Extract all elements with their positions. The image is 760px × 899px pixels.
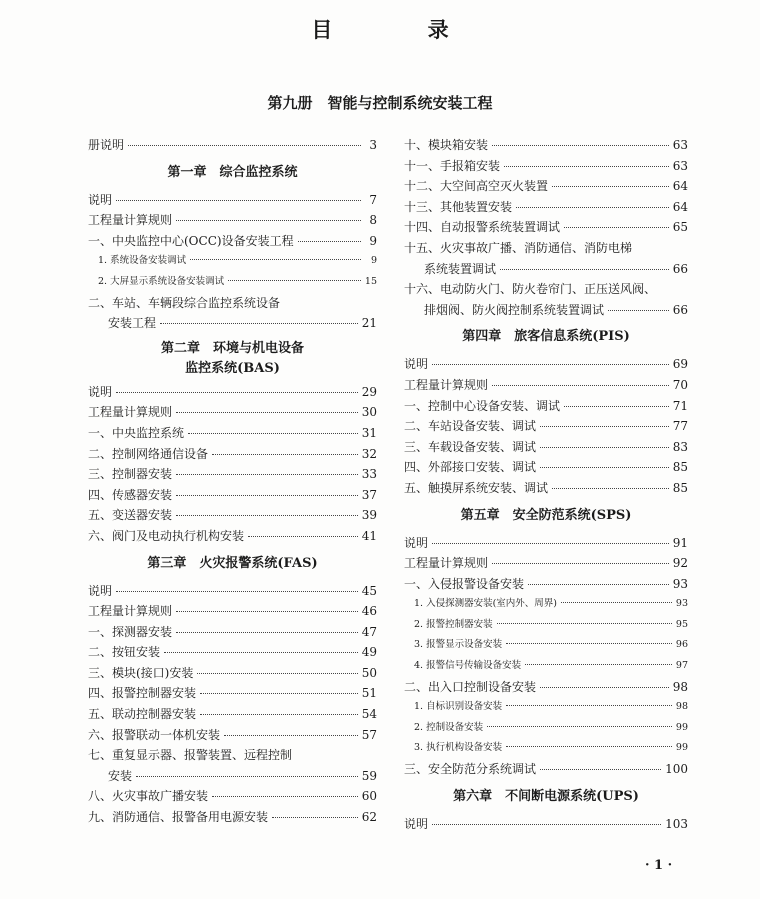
toc-entry[interactable]	[404, 376, 688, 397]
toc-entry-page: 65	[672, 220, 688, 235]
toc-entry[interactable]	[404, 595, 688, 616]
toc-entry-label: 2. 报警控制器安装	[414, 618, 493, 630]
toc-entry[interactable]	[88, 664, 377, 685]
dot-leader	[298, 241, 361, 242]
dot-leader	[176, 220, 361, 221]
toc-entry[interactable]	[88, 486, 377, 507]
page-title: 目 录	[311, 17, 493, 42]
toc-entry-page: 47	[361, 624, 377, 639]
toc-entry-label: 2. 大屏显示系统设备安装调试	[98, 275, 225, 287]
toc-entry[interactable]	[88, 403, 377, 424]
toc-entry-label: 二、按钮安装	[88, 645, 161, 660]
toc-right-column	[404, 136, 688, 835]
toc-entry-label: 3. 执行机构设备安装	[414, 742, 503, 754]
toc-entry-page: 54	[361, 707, 377, 722]
chapter-heading-line: 第六章 不间断电源系统(UPS)	[453, 788, 639, 804]
toc-entry-page: 83	[672, 439, 688, 454]
toc-entry-page: 41	[361, 528, 377, 543]
toc-entry-label: 三、控制器安装	[88, 467, 173, 482]
dot-leader	[176, 611, 358, 612]
dot-leader	[116, 200, 361, 201]
dot-leader	[212, 796, 358, 797]
toc-entry-page: 95	[675, 618, 688, 630]
dot-leader	[528, 584, 669, 585]
toc-entry-label: 十一、手报箱安装	[404, 158, 501, 173]
toc-entry[interactable]	[404, 239, 688, 260]
toc-entry-label: 十三、其他装置安装	[404, 199, 513, 214]
toc-entry-label: 四、报警控制器安装	[88, 686, 197, 701]
toc-entry-page: 57	[361, 727, 377, 742]
dot-leader	[116, 392, 358, 393]
toc-entry-page: 33	[361, 467, 377, 482]
dot-leader	[552, 186, 669, 187]
toc-entry[interactable]	[88, 705, 377, 726]
toc-entry[interactable]	[88, 602, 377, 623]
dot-leader	[128, 145, 361, 146]
dot-leader	[487, 726, 672, 727]
dot-leader	[506, 643, 672, 644]
toc-entry[interactable]	[88, 808, 377, 829]
chapter-heading	[88, 335, 377, 383]
toc-entry[interactable]	[88, 445, 377, 466]
toc-entry-label: 安装工程	[108, 316, 157, 331]
dot-leader	[492, 563, 669, 564]
toc-entry[interactable]	[88, 191, 377, 212]
toc-entry-label: 工程量计算规则	[88, 604, 173, 619]
toc-entry[interactable]	[404, 760, 688, 781]
toc-entry-label: 系统装置调试	[424, 261, 497, 276]
toc-entry[interactable]	[88, 383, 377, 404]
toc-entry-label: 十二、大空间高空灭火装置	[404, 179, 549, 194]
toc-entry-label: 十四、自动报警系统装置调试	[404, 220, 561, 235]
toc-entry-page: 63	[672, 158, 688, 173]
chapter-heading	[88, 157, 377, 191]
toc-entry-page: 9	[370, 255, 377, 267]
toc-entry-page: 31	[361, 425, 377, 440]
toc-entry-label: 工程量计算规则	[88, 213, 173, 228]
toc-entry-label: 一、入侵报警设备安装	[404, 576, 525, 591]
toc-entry[interactable]	[404, 815, 688, 836]
dot-leader	[552, 488, 669, 489]
toc-entry-label: 五、联动控制器安装	[88, 707, 197, 722]
toc-entry[interactable]	[404, 616, 688, 637]
toc-entry-label: 二、车站、车辆段综合监控系统设备	[88, 295, 281, 310]
toc-entry[interactable]	[88, 787, 377, 808]
toc-entry[interactable]	[404, 198, 688, 219]
chapter-heading	[88, 548, 377, 582]
toc-entry-label: 八、火灾事故广播安装	[88, 789, 209, 804]
toc-entry[interactable]	[404, 280, 688, 301]
toc-entry[interactable]	[88, 294, 377, 315]
toc-entry-page: 96	[675, 639, 688, 651]
toc-entry-label: 工程量计算规则	[404, 377, 489, 392]
dot-leader	[492, 145, 669, 146]
toc-entry-page: 29	[361, 384, 377, 399]
toc-entry-label: 1. 系统设备安装调试	[98, 255, 187, 267]
dot-leader	[500, 269, 669, 270]
toc-entry[interactable]	[404, 301, 688, 322]
toc-entry[interactable]	[404, 554, 688, 575]
toc-entry[interactable]	[88, 746, 377, 767]
toc-entry-page: 21	[361, 316, 377, 331]
dot-leader	[540, 467, 669, 468]
toc-entry-label: 工程量计算规则	[88, 405, 173, 420]
toc-entry-label: 1. 自标识别设备安装	[414, 701, 503, 713]
toc-entry[interactable]	[404, 260, 688, 281]
dot-leader	[136, 776, 358, 777]
toc-entry[interactable]	[404, 719, 688, 740]
toc-entry-label: 说明	[404, 816, 429, 831]
dot-leader	[540, 426, 669, 427]
toc-entry-page: 63	[672, 138, 688, 152]
toc-entry[interactable]	[88, 623, 377, 644]
toc-entry-page: 7	[369, 192, 377, 207]
toc-entry-label: 一、控制中心设备安装、调试	[404, 398, 561, 413]
toc-entry-page: 64	[672, 199, 688, 214]
dot-leader	[248, 536, 358, 537]
toc-entry-label: 说明	[88, 583, 113, 598]
toc-entry[interactable]	[88, 252, 377, 273]
toc-entry-label: 十五、火灾事故广播、消防通信、消防电梯	[404, 240, 633, 255]
toc-entry-label: 二、控制网络通信设备	[88, 446, 209, 461]
chapter-heading-line: 第五章 安全防范系统(SPS)	[460, 507, 632, 523]
toc-entry[interactable]	[404, 678, 688, 699]
toc-entry-page: 85	[672, 460, 688, 475]
toc-entry-label: 四、外部接口安装、调试	[404, 460, 537, 475]
toc-entry[interactable]	[404, 575, 688, 596]
volume-title: 第九册 智能与控制系统安装工程	[267, 94, 493, 112]
toc-entry[interactable]	[404, 397, 688, 418]
dot-leader	[272, 817, 358, 818]
dot-leader	[492, 385, 669, 386]
toc-entry-label: 3. 报警显示设备安装	[414, 639, 503, 651]
chapter-heading-line: 第二章 环境与机电设备	[160, 340, 304, 356]
toc-entry[interactable]	[404, 479, 688, 500]
toc-entry-page: 85	[672, 480, 688, 495]
dot-leader	[176, 412, 358, 413]
dot-leader	[200, 714, 358, 715]
toc-entry-label: 一、探测器安装	[88, 624, 173, 639]
toc-entry-page: 77	[672, 419, 688, 434]
dot-leader	[197, 673, 357, 674]
dot-leader	[176, 515, 358, 516]
toc-entry-page: 46	[361, 604, 377, 619]
toc-entry-label: 册说明	[88, 138, 125, 152]
toc-entry-page: 97	[675, 660, 688, 672]
dot-leader	[432, 364, 669, 365]
toc-entry-page: 92	[672, 556, 688, 571]
dot-leader	[224, 735, 358, 736]
toc-entry-label: 说明	[404, 535, 429, 550]
toc-entry[interactable]	[404, 136, 688, 157]
toc-entry-label: 六、报警联动一体机安装	[88, 727, 221, 742]
chapter-heading-line: 第三章 火灾报警系统(FAS)	[147, 555, 318, 571]
toc-entry-page: 32	[361, 446, 377, 461]
toc-entry-page: 39	[361, 508, 377, 523]
toc-entry[interactable]	[88, 684, 377, 705]
chapter-heading	[404, 500, 688, 534]
toc-entry-label: 说明	[88, 192, 113, 207]
dot-leader	[188, 433, 358, 434]
toc-entry-page: 59	[361, 768, 377, 783]
dot-leader	[540, 447, 669, 448]
chapter-heading	[404, 781, 688, 815]
dot-leader	[540, 687, 669, 688]
dot-leader	[228, 280, 361, 281]
toc-entry-page: 93	[672, 576, 688, 591]
chapter-heading	[404, 321, 688, 355]
toc-entry-page: 99	[675, 742, 688, 754]
toc-entry-page: 15	[364, 275, 377, 287]
toc-entry-label: 2. 控制设备安装	[414, 721, 484, 733]
toc-entry[interactable]	[404, 657, 688, 678]
toc-entry-label: 十、模块箱安装	[404, 138, 489, 152]
dot-leader	[506, 746, 672, 747]
dot-leader	[432, 543, 669, 544]
dot-leader	[506, 705, 672, 706]
toc-entry-label: 九、消防通信、报警备用电源安装	[88, 810, 269, 825]
toc-entry-label: 4. 报警信号传输设备安装	[414, 660, 522, 672]
dot-leader	[608, 310, 669, 311]
toc-entry-label: 二、车站设备安装、调试	[404, 419, 537, 434]
toc-entry-label: 二、出入口控制设备安装	[404, 679, 537, 694]
dot-leader	[116, 591, 358, 592]
toc-entry[interactable]	[404, 458, 688, 479]
toc-entry[interactable]	[88, 465, 377, 486]
page-number: · 1 ·	[645, 858, 673, 873]
toc-entry-label: 三、车载设备安装、调试	[404, 439, 537, 454]
toc-entry-label: 三、模块(接口)安装	[88, 665, 194, 680]
toc-entry[interactable]	[88, 136, 377, 157]
toc-entry-page: 66	[672, 261, 688, 276]
dot-leader	[516, 207, 669, 208]
dot-leader	[176, 632, 358, 633]
toc-entry-page: 51	[361, 686, 377, 701]
chapter-heading-line: 第四章 旅客信息系统(PIS)	[462, 329, 630, 345]
toc-entry-page: 98	[672, 679, 688, 694]
toc-entry-label: 五、触摸屏系统安装、调试	[404, 480, 549, 495]
toc-entry-label: 说明	[404, 357, 429, 372]
toc-entry-page: 71	[672, 398, 688, 413]
chapter-heading-line: 监控系统(BAS)	[185, 360, 280, 376]
toc-entry-page: 50	[361, 665, 377, 680]
toc-entry[interactable]	[88, 232, 377, 253]
toc-entry[interactable]	[404, 157, 688, 178]
toc-entry[interactable]	[404, 355, 688, 376]
dot-leader	[525, 664, 672, 665]
toc-entry[interactable]	[88, 424, 377, 445]
toc-entry-page: 37	[361, 487, 377, 502]
toc-entry[interactable]	[88, 211, 377, 232]
toc-entry-label: 三、安全防范分系统调试	[404, 762, 537, 777]
toc-entry-page: 99	[675, 721, 688, 733]
toc-entry-page: 103	[665, 816, 688, 831]
toc-entry-page: 70	[672, 377, 688, 392]
toc-entry-label: 1. 入侵探测器安装(室内外、周界)	[414, 598, 557, 610]
toc-entry-page: 30	[361, 405, 377, 420]
toc-entry-page: 69	[672, 357, 688, 372]
dot-leader	[160, 323, 358, 324]
toc-entry[interactable]	[88, 273, 377, 294]
toc-entry-label: 排烟阀、防火阀控制系统装置调试	[424, 302, 605, 317]
toc-entry-page: 100	[665, 762, 688, 777]
toc-entry[interactable]	[404, 438, 688, 459]
toc-entry[interactable]	[404, 698, 688, 719]
toc-entry[interactable]	[404, 417, 688, 438]
dot-leader	[432, 824, 661, 825]
toc-entry-page: 9	[369, 233, 377, 248]
toc-entry-page: 66	[672, 302, 688, 317]
toc-left-column	[88, 136, 377, 829]
toc-entry-label: 五、变送器安装	[88, 508, 173, 523]
toc-entry-label: 一、中央监控系统	[88, 425, 185, 440]
toc-entry[interactable]	[88, 726, 377, 747]
toc-entry-label: 安装	[108, 768, 133, 783]
toc-entry-page: 49	[361, 645, 377, 660]
toc-entry[interactable]	[404, 636, 688, 657]
toc-entry[interactable]	[404, 218, 688, 239]
dot-leader	[200, 693, 358, 694]
chapter-heading-line: 第一章 综合监控系统	[167, 164, 298, 180]
toc-entry[interactable]	[404, 739, 688, 760]
dot-leader	[190, 259, 361, 260]
toc-entry-label: 一、中央监控中心(OCC)设备安装工程	[88, 233, 294, 248]
toc-entry[interactable]	[88, 527, 377, 548]
dot-leader	[212, 454, 358, 455]
dot-leader	[164, 652, 358, 653]
dot-leader	[564, 406, 669, 407]
toc-entry-page: 93	[675, 598, 688, 610]
dot-leader	[540, 769, 661, 770]
dot-leader	[561, 602, 672, 603]
toc-entry[interactable]	[88, 314, 377, 335]
toc-entry-label: 十六、电动防火门、防火卷帘门、正压送风阀、	[404, 282, 657, 297]
toc-entry-page: 98	[675, 701, 688, 713]
dot-leader	[176, 495, 358, 496]
toc-entry-page: 91	[672, 535, 688, 550]
toc-entry[interactable]	[404, 177, 688, 198]
toc-entry[interactable]	[88, 767, 377, 788]
toc-entry[interactable]	[88, 582, 377, 603]
toc-entry-page: 8	[369, 213, 377, 228]
toc-entry[interactable]	[404, 534, 688, 555]
dot-leader	[176, 474, 358, 475]
toc-entry-page: 60	[361, 789, 377, 804]
toc-entry-page: 62	[361, 810, 377, 825]
toc-entry-page: 45	[361, 583, 377, 598]
toc-entry[interactable]	[88, 506, 377, 527]
dot-leader	[504, 166, 669, 167]
toc-entry-label: 七、重复显示器、报警装置、远程控制	[88, 748, 293, 763]
toc-entry-page: 64	[672, 179, 688, 194]
dot-leader	[497, 623, 672, 624]
toc-entry-label: 说明	[88, 384, 113, 399]
toc-entry-label: 工程量计算规则	[404, 556, 489, 571]
dot-leader	[564, 227, 669, 228]
toc-entry-label: 六、阀门及电动执行机构安装	[88, 528, 245, 543]
toc-entry-label: 四、传感器安装	[88, 487, 173, 502]
toc-entry-page: 3	[369, 138, 377, 152]
toc-entry[interactable]	[88, 643, 377, 664]
